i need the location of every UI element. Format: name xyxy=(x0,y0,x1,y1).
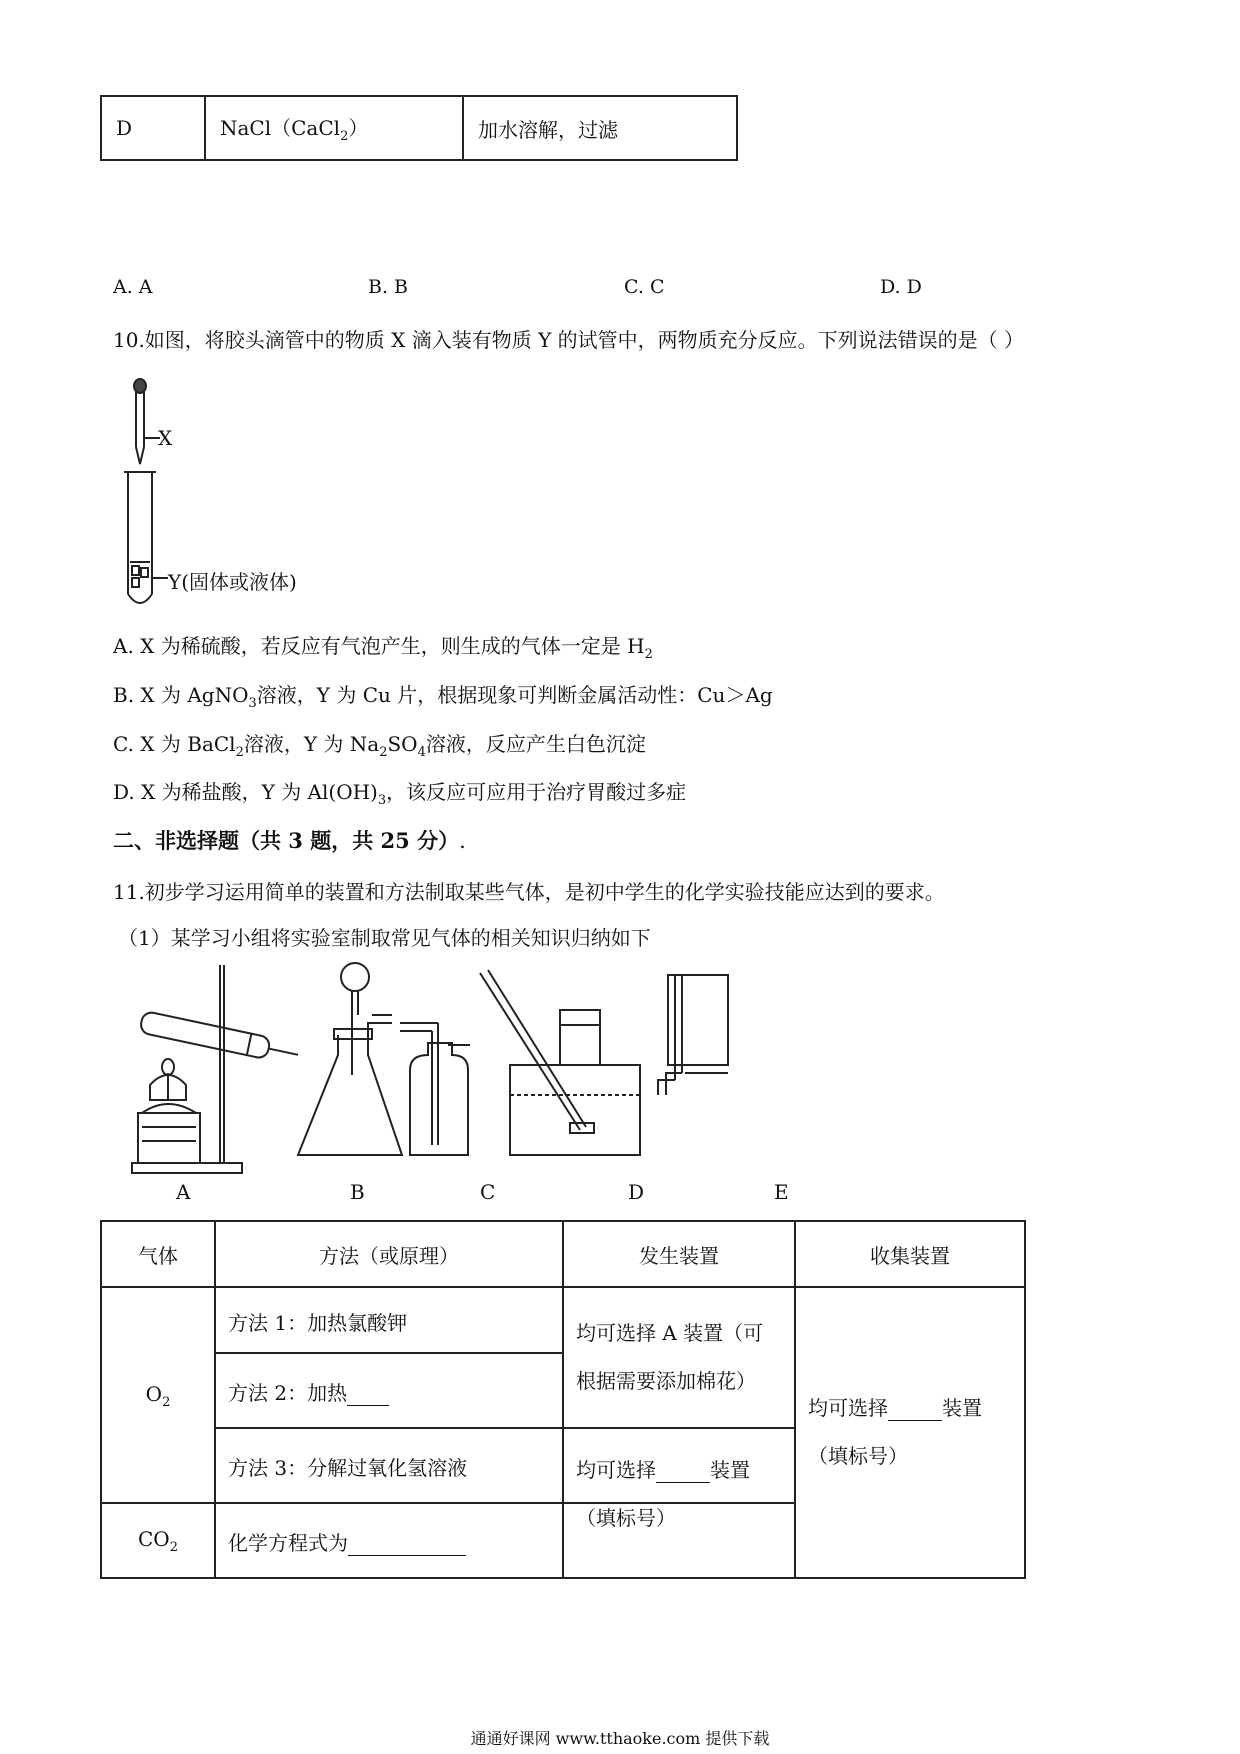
gas-table xyxy=(100,1220,1026,1579)
page-footer: 通通好课网 www.tthaoke.com 提供下载 xyxy=(470,1729,770,1748)
collector-line2: （填标号） xyxy=(808,1444,908,1468)
header-gas: 气体 xyxy=(138,1244,178,1268)
top-table xyxy=(100,95,738,161)
q9-option-b: B. B xyxy=(368,276,409,298)
q9-option-a: A. A xyxy=(113,276,153,298)
generator-b-line2: （填标号） xyxy=(576,1506,676,1530)
label-x: X xyxy=(158,426,173,450)
section2-title: 二、非选择题（共 3 题，共 25 分）. xyxy=(113,828,466,853)
label-y: Y(固体或液体) xyxy=(168,570,297,594)
apparatus-figure xyxy=(120,955,840,1180)
apparatus-label-e: E xyxy=(774,1180,789,1204)
apparatus-label-a: A xyxy=(176,1180,191,1204)
q9-option-d: D. D xyxy=(880,276,922,298)
header-collector: 收集装置 xyxy=(870,1244,950,1268)
header-generator: 发生装置 xyxy=(639,1244,719,1268)
generator-a-line1: 均可选择 A 装置（可 xyxy=(576,1321,764,1345)
method-3: 方法 3：分解过氧化氢溶液 xyxy=(228,1456,468,1480)
q11-stem: 11.初步学习运用简单的装置和方法制取某些气体，是初中学生的化学实验技能应达到的要求。 xyxy=(113,880,945,904)
gas-co2: $CO_2$ xyxy=(138,1527,178,1555)
co2-method: 化学方程式为 xyxy=(228,1527,466,1556)
apparatus-label-b: B xyxy=(350,1180,365,1204)
method-2: 方法 2：加热 xyxy=(228,1377,389,1406)
q10-option-d: D. X 为稀盐酸，Y 为 $Al(OH)_3$，该反应可应用于治疗胃酸过多症 xyxy=(113,780,687,808)
apparatus-label-c: C xyxy=(480,1180,496,1204)
apparatus-label-d: D xyxy=(628,1180,645,1204)
impurity-cell: NaCl（CaCl$_2$） xyxy=(205,96,463,160)
q10-option-a: A. X 为稀硫酸，若反应有气泡产生，则生成的气体一定是 $H_2$ xyxy=(113,634,653,662)
q10-option-b: B. X 为 AgNO$_3$溶液，Y 为 Cu 片，根据现象可判断金属活动性：Cu＞Ag xyxy=(113,683,773,711)
q10-option-c: C. X 为 BaCl$_2$溶液，Y 为 $Na_2SO_4$溶液，反应产生白色沉淀 xyxy=(113,732,646,760)
table-row xyxy=(101,96,737,160)
q10-stem: 10.如图，将胶头滴管中的物质 X 滴入装有物质 Y 的试管中，两物质充分反应。下列说法错误的是（ ） xyxy=(113,328,1025,352)
q9-option-c: C. C xyxy=(624,276,665,298)
generator-b-line1: 均可选择 装置 xyxy=(576,1458,750,1482)
generator-a-line2: 根据需要添加棉花） xyxy=(576,1369,756,1393)
gas-o2: $O_2$ xyxy=(145,1382,171,1410)
collector-line1: 均可选择 装置 xyxy=(808,1396,982,1420)
header-method: 方法（或原理） xyxy=(319,1244,459,1268)
method-cell: 加水溶解，过滤 xyxy=(463,96,737,160)
row-label: D xyxy=(101,96,205,160)
q11-sub1: （1）某学习小组将实验室制取常见气体的相关知识归纳如下 xyxy=(118,926,651,950)
method-1: 方法 1：加热氯酸钾 xyxy=(228,1311,408,1335)
